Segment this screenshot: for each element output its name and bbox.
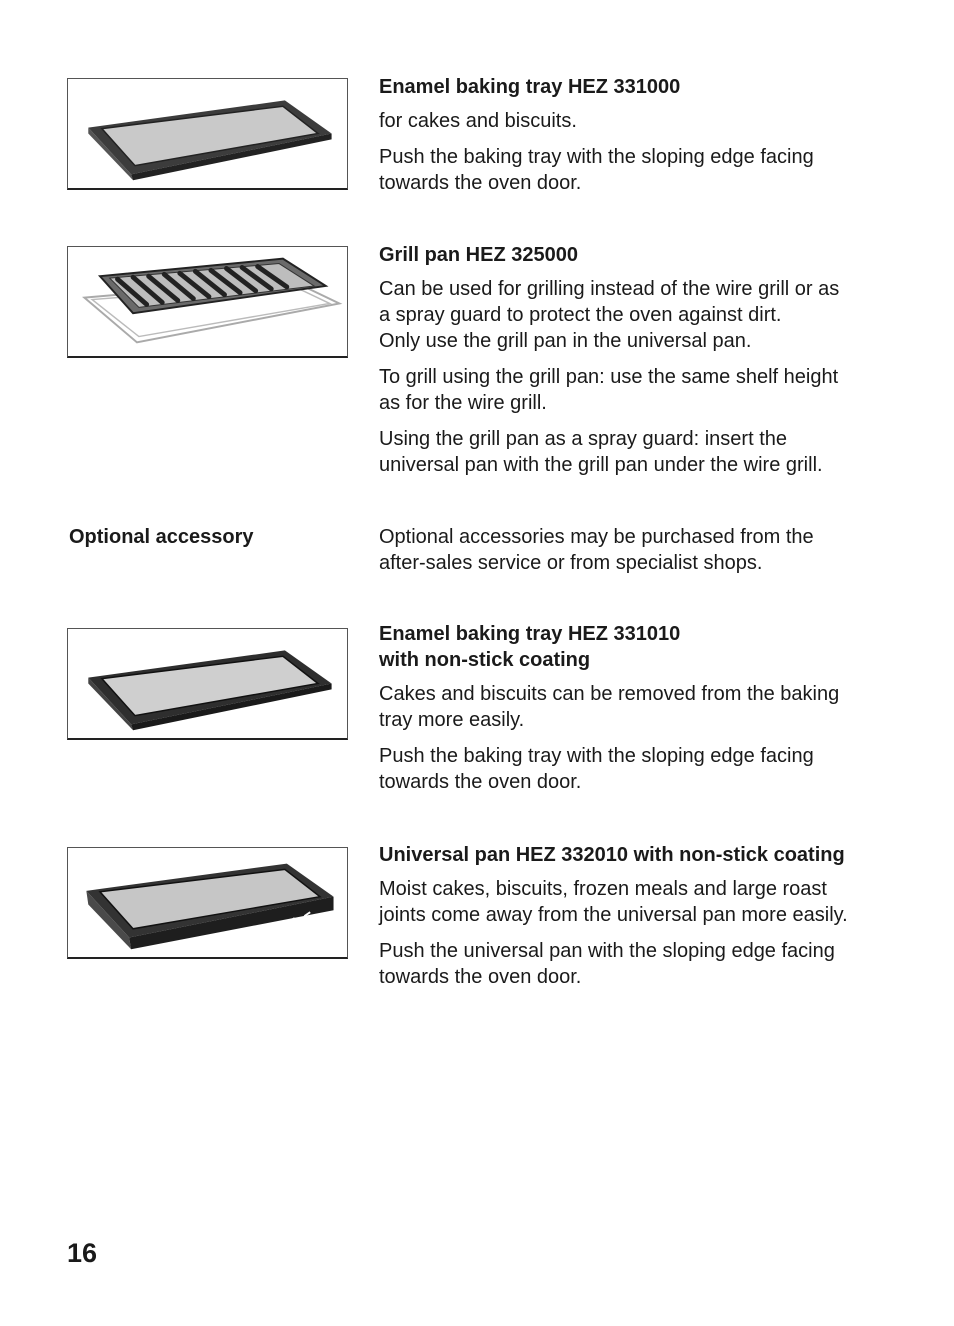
optional-accessory-text [379, 524, 889, 586]
item-2-paragraph-2 [379, 364, 889, 416]
item-1-title-line: Enamel baking tray HEZ 331000 [379, 76, 681, 98]
item-4-paragraph-2 [379, 938, 889, 990]
text-line: Optional accessories may be purchased from the [379, 526, 814, 548]
text-line: Can be used for grilling instead of the wire grill or as [379, 278, 840, 300]
text-line: towards the oven door. [379, 172, 582, 194]
page-number: 16 [67, 1238, 98, 1268]
text-line: after-sales service or from specialist shops. [379, 552, 763, 574]
non-stick-baking-tray-icon [68, 629, 347, 738]
item-1-title [379, 74, 889, 100]
item-2-title [379, 242, 889, 268]
item-3-paragraph-2 [379, 743, 889, 795]
item-3-text [379, 621, 889, 805]
text-line: Using the grill pan as a spray guard: insert the [379, 428, 787, 450]
non-stick-baking-tray-image [67, 628, 348, 740]
universal-pan-icon [68, 848, 347, 957]
text-line: tray more easily. [379, 709, 525, 731]
item-4-text [379, 842, 889, 1000]
item-4-title-line: Universal pan HEZ 332010 with non-stick coating [379, 844, 845, 866]
text-line: a spray guard to protect the oven against dirt. [379, 304, 782, 326]
universal-pan-image [67, 847, 348, 959]
text-line: towards the oven door. [379, 966, 582, 988]
optional-accessory-heading: Optional accessory [69, 526, 254, 548]
text-line: Push the universal pan with the sloping edge facing [379, 940, 835, 962]
text-line: Cakes and biscuits can be removed from the baking [379, 683, 840, 705]
optional-accessory-paragraph [379, 524, 889, 576]
text-line: To grill using the grill pan: use the same shelf height [379, 366, 839, 388]
text-line: Push the baking tray with the sloping edge facing [379, 146, 814, 168]
text-line: Push the baking tray with the sloping edge facing [379, 745, 814, 767]
text-line: Only use the grill pan in the universal pan. [379, 330, 752, 352]
item-1-paragraph-1 [379, 108, 889, 134]
baking-tray-image [67, 78, 348, 190]
text-line: Moist cakes, biscuits, frozen meals and large roast [379, 878, 827, 900]
item-4-title [379, 842, 889, 868]
item-4-paragraph-1 [379, 876, 889, 928]
baking-tray-icon [68, 79, 347, 188]
text-line: for cakes and biscuits. [379, 110, 577, 132]
item-1-paragraph-2 [379, 144, 889, 196]
item-2-text [379, 242, 889, 488]
text-line: as for the wire grill. [379, 392, 547, 414]
item-2-paragraph-3 [379, 426, 889, 478]
text-line: towards the oven door. [379, 771, 582, 793]
item-2-paragraph-1 [379, 276, 889, 354]
item-3-title [379, 621, 889, 673]
text-line: joints come away from the universal pan more easily. [379, 904, 848, 926]
grill-pan-icon [68, 247, 347, 356]
grill-pan-image [67, 246, 348, 358]
item-1-text [379, 74, 889, 206]
item-3-paragraph-1 [379, 681, 889, 733]
text-line: universal pan with the grill pan under the wire grill. [379, 454, 823, 476]
item-2-title-line: Grill pan HEZ 325000 [379, 244, 578, 266]
item-3-title-line: with non-stick coating [379, 649, 591, 671]
item-3-title-line: Enamel baking tray HEZ 331010 [379, 623, 681, 645]
